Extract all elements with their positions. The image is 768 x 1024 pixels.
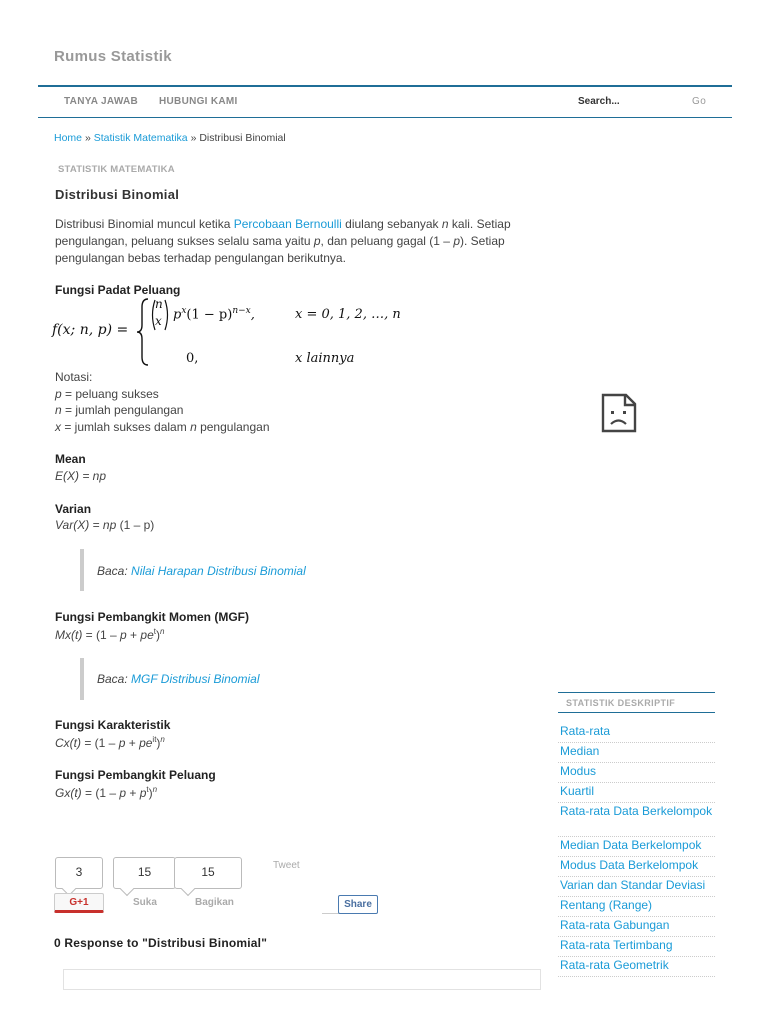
share-button[interactable]: Share — [338, 895, 378, 914]
notasi-var: n — [190, 420, 197, 434]
notasi-desc: = jumlah pengulangan — [61, 403, 184, 417]
expr-part: + — [125, 736, 140, 750]
pgf-expr — [55, 785, 157, 800]
expr-sup: n — [160, 735, 165, 744]
expr-sup: t — [146, 785, 149, 794]
site-title[interactable]: Rumus Statistik — [54, 48, 172, 65]
intro-var: p — [313, 234, 321, 248]
comment-frame[interactable] — [63, 969, 541, 990]
mgf-heading: Fungsi Pembangkit Momen (MGF) — [55, 610, 249, 624]
expr-part: pe — [140, 628, 154, 642]
pdf-heading: Fungsi Padat Peluang — [55, 283, 181, 297]
sidebar-item[interactable]: Rata-rata Tertimbang — [558, 938, 715, 957]
breadcrumb-separator: » — [190, 132, 197, 144]
blockquote-bar — [80, 658, 84, 700]
formula-text: p — [173, 307, 182, 323]
expr-part: p — [118, 736, 126, 750]
breadcrumb-current: Distribusi Binomial — [199, 132, 286, 144]
varian-rhs: (1 – p) — [116, 518, 155, 532]
sidebar-item[interactable]: Rata-rata Geometrik — [558, 958, 715, 977]
formula-text: (1 − p) — [186, 307, 233, 323]
bagikan-count-value: 15 — [201, 865, 215, 879]
expr-sup: n — [152, 785, 158, 794]
baca-nilai-harapan — [97, 564, 306, 578]
count-bubble-tail — [120, 882, 134, 896]
notasi-x — [55, 420, 270, 434]
notasi-desc: pengulangan — [196, 420, 270, 434]
notasi-var: p — [55, 387, 62, 401]
sidebar-item[interactable]: Rata-rata — [558, 724, 715, 743]
expr-part: ) — [156, 736, 161, 750]
notasi-p — [55, 387, 159, 401]
notasi-title: Notasi: — [55, 370, 93, 384]
breadcrumb-home[interactable]: Home — [54, 132, 83, 144]
intro-var: n — [441, 217, 449, 231]
bagikan-count — [174, 857, 242, 889]
karakteristik-heading: Fungsi Karakteristik — [55, 718, 171, 732]
post-intro — [55, 216, 545, 267]
nav-item-tanya-jawab[interactable]: TANYA JAWAB — [64, 96, 139, 107]
intro-var: p — [453, 234, 460, 248]
expr-part: = (1 – — [81, 736, 119, 750]
formula-sup: x — [181, 306, 187, 316]
breadcrumb-category[interactable]: Statistik Matematika — [93, 132, 188, 144]
mean-heading: Mean — [55, 452, 86, 466]
nav-item-hubungi-kami[interactable]: HUBUNGI KAMI — [159, 96, 238, 107]
breadcrumb — [54, 132, 286, 144]
expr-part: pe — [139, 736, 153, 750]
bagikan-button[interactable]: Bagikan — [195, 897, 234, 908]
expr-part: Mx(t) — [55, 628, 83, 642]
comments-heading: 0 Response to "Distribusi Binomial" — [54, 936, 268, 950]
baca-prefix: Baca: — [97, 672, 132, 686]
suka-button[interactable]: Suka — [133, 897, 157, 908]
notasi-var: n — [55, 403, 62, 417]
sidebar-heading-label: STATISTIK DESKRIPTIF — [566, 698, 676, 708]
formula-lhs: f(x; n, p) = — [52, 322, 129, 338]
intro-text: Distribusi Binomial muncul ketika — [55, 217, 234, 231]
expr-sup: it — [152, 735, 157, 744]
count-bubble-tail — [181, 882, 195, 896]
sidebar-item[interactable]: Rata-rata Data Berkelompok — [558, 804, 715, 837]
pgf-heading: Fungsi Pembangkit Peluang — [55, 768, 216, 782]
pdf-formula — [52, 297, 422, 369]
intro-text: ). Setiap pengulangan bebas terhadap pengulangan berikutnya. — [55, 234, 505, 265]
notasi-var: x — [55, 420, 61, 434]
notasi-desc: = jumlah sukses dalam — [61, 420, 191, 434]
suka-count — [113, 857, 176, 889]
expr-part: = (1 – — [82, 628, 121, 642]
expr-sup: t — [153, 627, 156, 636]
sidebar-item[interactable]: Median — [558, 744, 715, 763]
expr-part: ) — [148, 786, 153, 800]
suka-count-value: 15 — [137, 865, 152, 879]
search-input[interactable]: Search... — [578, 96, 620, 107]
expr-part: + — [126, 628, 141, 642]
brace-icon — [136, 297, 150, 367]
mean-expr: E(X) = np — [55, 469, 107, 483]
sidebar-item[interactable]: Modus — [558, 764, 715, 783]
binom-top: n — [155, 297, 163, 311]
expr-part: p — [120, 628, 127, 642]
binom-bottom: x — [155, 314, 162, 328]
intro-text: , dan peluang gagal (1 – — [320, 234, 454, 248]
intro-text: kali. Setiap pengulangan, peluang sukses selalu sama yaitu — [55, 217, 511, 248]
top-navbar — [38, 85, 732, 118]
broken-image-icon — [600, 393, 638, 433]
post-category-label[interactable]: STATISTIK MATEMATIKA — [58, 164, 175, 175]
karakteristik-expr — [55, 735, 165, 750]
blockquote-bar — [80, 549, 84, 591]
varian-lhs: Var(X) = np — [55, 518, 117, 532]
gplus-count-value: 3 — [75, 865, 83, 879]
expr-part: p — [139, 786, 147, 800]
sidebar-item[interactable]: Modus Data Berkelompok — [558, 858, 715, 877]
notasi-desc: = peluang sukses — [61, 387, 159, 401]
intro-text: diulang sebanyak — [341, 217, 442, 231]
paren-right-icon — [163, 299, 171, 331]
link-mgf-distribusi-binomial[interactable]: MGF Distribusi Binomial — [131, 672, 260, 686]
formula-sup: n−x — [232, 306, 251, 316]
gplus-count — [55, 857, 103, 889]
mgf-expr — [55, 627, 164, 642]
expr-part: = (1 – — [81, 786, 120, 800]
sidebar-item[interactable]: Varian dan Standar Deviasi — [558, 878, 715, 897]
gplus-button[interactable]: G+1 — [54, 893, 104, 913]
formula-case-2: 0, — [186, 351, 199, 366]
notasi-n — [55, 403, 183, 417]
expr-sup: n — [159, 627, 165, 636]
expr-part: Gx(t) — [55, 786, 82, 800]
sidebar-item[interactable]: Median Data Berkelompok — [558, 838, 715, 857]
search-go-button[interactable]: Go — [692, 96, 707, 107]
varian-heading: Varian — [55, 502, 92, 516]
breadcrumb-separator: » — [84, 132, 91, 144]
link-percobaan-bernoulli[interactable]: Percobaan Bernoulli — [233, 217, 342, 231]
baca-prefix: Baca: — [97, 564, 132, 578]
varian-expr — [55, 518, 154, 532]
expr-part: ) — [155, 628, 160, 642]
formula-case-2-condition: x lainnya — [295, 351, 355, 366]
sidebar-heading — [558, 692, 715, 713]
sidebar-item[interactable]: Rentang (Range) — [558, 898, 715, 917]
tweet-button[interactable]: Tweet — [273, 860, 300, 871]
expr-part: + — [126, 786, 140, 800]
expr-part: Cx(t) — [55, 736, 81, 750]
formula-case-1-condition: x = 0, 1, 2, …, n — [295, 307, 401, 322]
baca-mgf — [97, 672, 260, 686]
formula-case-1 — [173, 306, 255, 322]
sidebar-item[interactable]: Rata-rata Gabungan — [558, 918, 715, 937]
sidebar-item[interactable]: Kuartil — [558, 784, 715, 803]
expr-part: p — [119, 786, 127, 800]
formula-text: , — [250, 307, 255, 323]
post-title: Distribusi Binomial — [55, 187, 180, 202]
link-nilai-harapan[interactable]: Nilai Harapan Distribusi Binomial — [131, 564, 306, 578]
